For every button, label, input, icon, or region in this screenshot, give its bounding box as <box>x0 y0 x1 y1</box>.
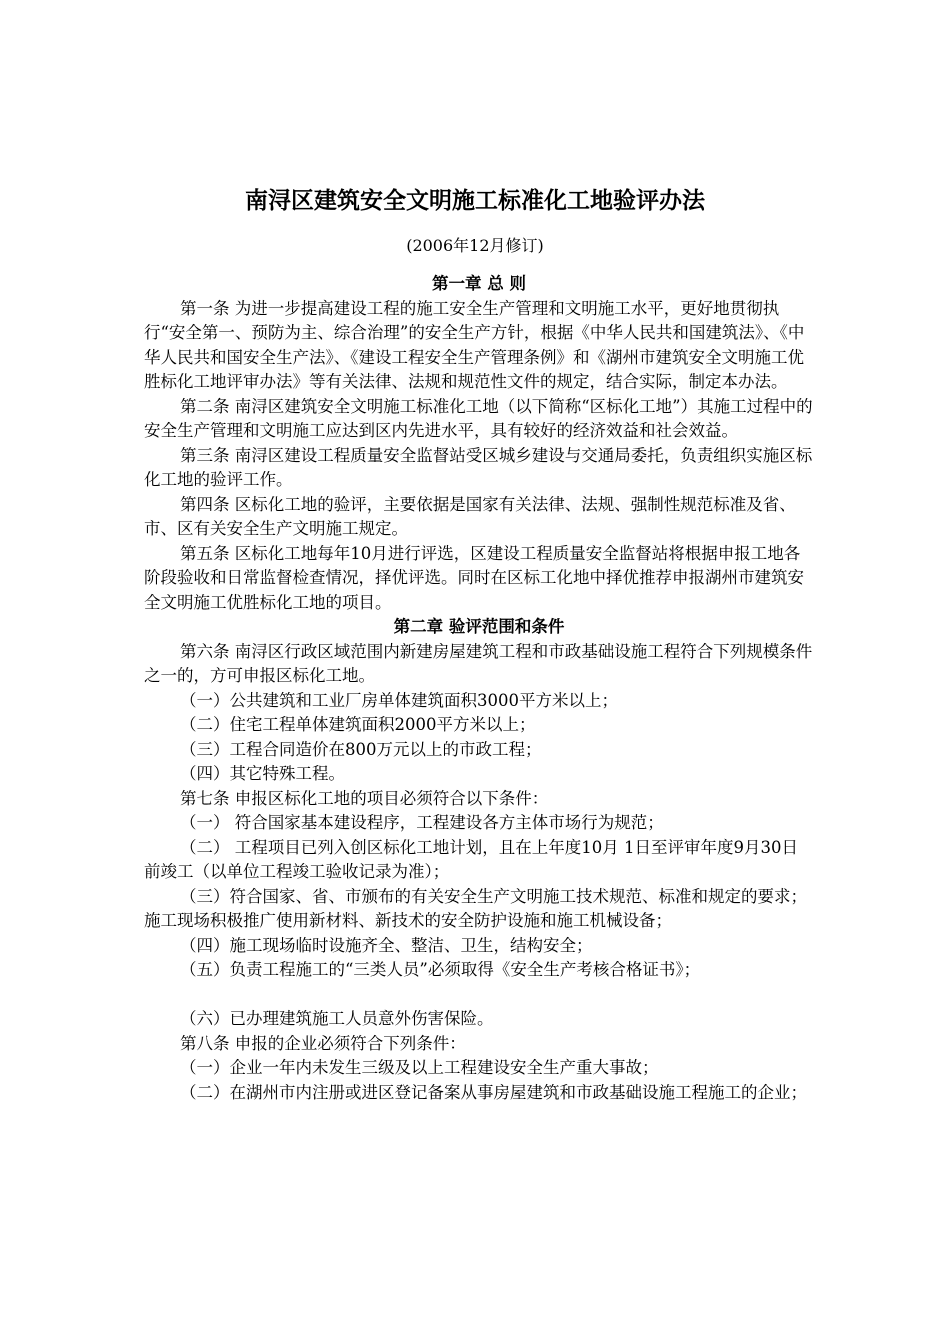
chapter-heading: 第一章 总 则 <box>432 274 526 293</box>
article-3: 第三条 南浔区建设工程质量安全监督站受区城乡建设与交通局委托，负责组织实施区标化工地的验评工作。 <box>144 445 813 489</box>
article-2: 第二条 南浔区建筑安全文明施工标准化工地（以下简称“区标化工地”）其施工过程中的安全生产管理和文明施工应达到区内先进水平，具有较好的经济效益和社会效益。 <box>144 396 813 440</box>
article-7-item: （三）符合国家、省、市颁布的有关安全生产文明施工技术规范、标准和规定的要求；施工现场积极推广使用新材料、新技术的安全防护设施和施工机械设备； <box>144 886 807 930</box>
article-6: 第六条 南浔区行政区域范围内新建房屋建筑工程和市政基础设施工程符合下列规模条件之一的，方可申报区标化工地。 <box>144 641 813 685</box>
article-7-item: （四）施工现场临时设施齐全、整洁、卫生，结构安全； <box>180 935 593 955</box>
article-6-item: （二）住宅工程单体建筑面积2000平方米以上； <box>180 715 536 734</box>
article-6-item: （三）工程合同造价在800万元以上的市政工程； <box>180 739 542 759</box>
blank-line <box>144 983 814 1008</box>
article-1: 第一条 为进一步提高建设工程的施工安全生产管理和文明施工水平，更好地贯彻执行“安全第一、预防为主、综合治理”的安全生产方针，根据《中华人民共和国建筑法》、《中华人民共和国安全生产法》、《建设工程安全生产管理条例》和《湖州市建筑安全文明施工优胜标化工地评审办法》等有关法律、法规和规范性文件的规定，结合实际，制定本办法。 <box>144 298 805 391</box>
article-5: 第五条 区标化工地每年10月进行评选，区建设工程质量安全监督站将根据申报工地各阶段验收和日常监督检查情况，择优评选。同时在区标工化地中择优推荐申报湖州市建筑安全文明施工优胜标化工地的项目。 <box>144 543 804 612</box>
article-7-item: （六）已办理建筑施工人员意外伤害保险。 <box>180 1009 494 1028</box>
article-7-item: （五）负责工程施工的“三类人员”必须取得《安全生产考核合格证书》； <box>180 960 701 979</box>
article-7-item: （一） 符合国家基本建设程序，工程建设各方主体市场行为规范； <box>180 813 664 832</box>
document-body <box>144 272 814 1105</box>
article-7: 第七条 申报区标化工地的项目必须符合以下条件： <box>180 788 549 808</box>
article-4: 第四条 区标化工地的验评，主要依据是国家有关法律、法规、强制性规范标准及省、市、区有关安全生产文明施工规定。 <box>144 494 796 538</box>
document-title: 南浔区建筑安全文明施工标准化工地验评办法 <box>245 187 705 214</box>
article-8: 第八条 申报的企业必须符合下列条件： <box>180 1033 466 1053</box>
article-7-item: （二） 工程项目已列入创区标化工地计划，且在上年度10月 1日至评审年度9月30日前竣工（以单位工程竣工验收记录为准）； <box>144 837 798 881</box>
document-subtitle: (2006年12月修订) <box>406 236 544 255</box>
article-6-item: （四）其它特殊工程。 <box>180 764 345 783</box>
article-6-item: （一）公共建筑和工业厂房单体建筑面积3000平方米以上； <box>180 690 618 710</box>
article-8-item: （二）在湖州市内注册或进区登记备案从事房屋建筑和市政基础设施工程施工的企业； <box>180 1082 807 1102</box>
article-8-item: （一）企业一年内未发生三级及以上工程建设安全生产重大事故； <box>180 1058 659 1077</box>
chapter-heading: 第二章 验评范围和条件 <box>393 617 565 636</box>
